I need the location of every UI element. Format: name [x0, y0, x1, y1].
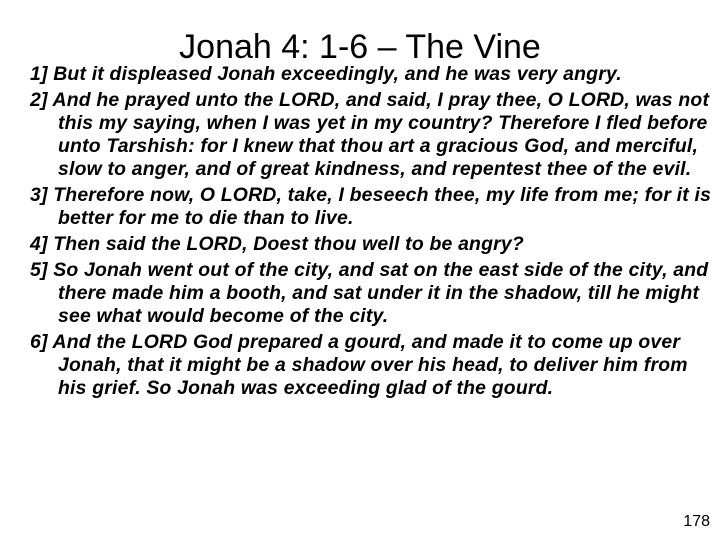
- verse-3: 3] Therefore now, O LORD, take, I beseech thee, my life from me; for it is better for me to die than to live.: [30, 184, 712, 229]
- page-number: 178: [683, 513, 710, 530]
- verse-2: 2] And he prayed unto the LORD, and said, I pray thee, O LORD, was not this my saying, when I was yet in my country? Therefore I fled before unto Tarshish: for I knew that thou art a gracious God, and merciful, slow to anger, and of great kindness, and repentest thee of the evil.: [30, 89, 710, 180]
- verse-1: 1] But it displeased Jonah exceedingly, and he was very angry.: [30, 63, 622, 85]
- verse-5: 5] So Jonah went out of the city, and sat on the east side of the city, and there made him a booth, and sat under it in the shadow, till he might see what would become of the city.: [30, 259, 709, 327]
- slide-title: Jonah 4: 1-6 – The Vine: [179, 27, 541, 66]
- verse-4: 4] Then said the LORD, Doest thou well to be angry?: [30, 233, 524, 255]
- verse-6: 6] And the LORD God prepared a gourd, and made it to come up over Jonah, that it might be a shadow over his head, to deliver him from his grief. So Jonah was exceeding glad of the gourd.: [30, 331, 688, 399]
- verse-list: [30, 63, 716, 403]
